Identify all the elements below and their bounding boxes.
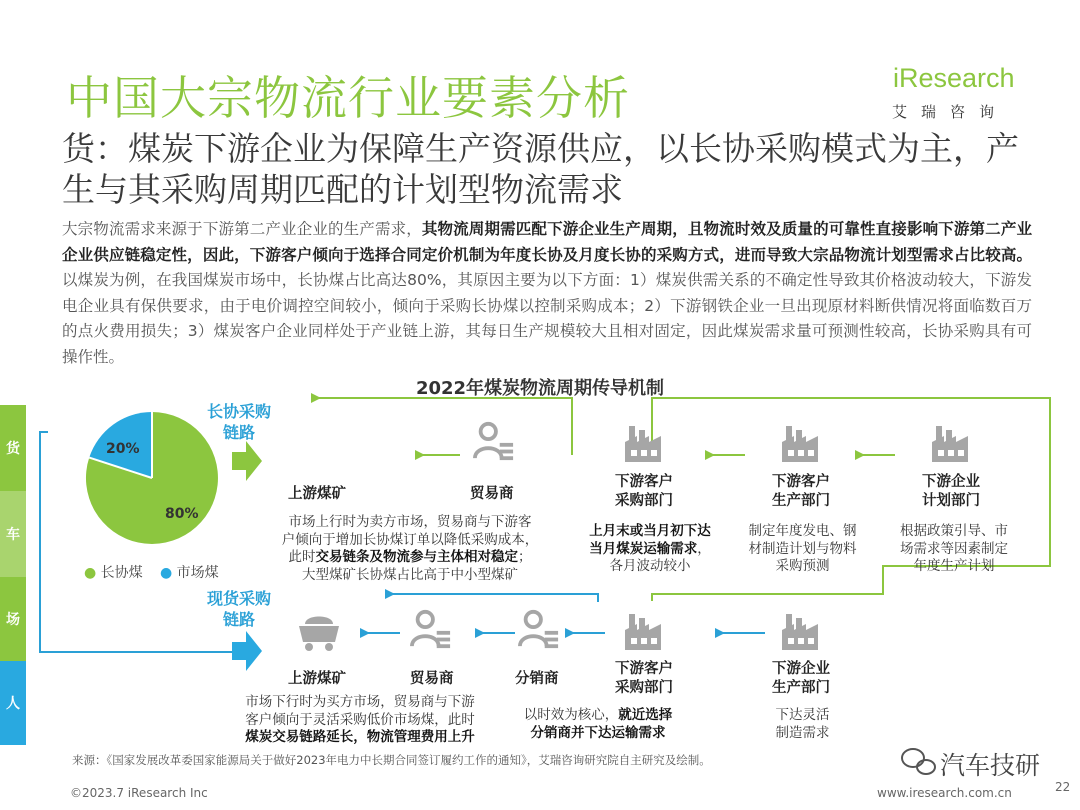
page-subtitle: 货：煤炭下游企业为保障生产资源供应，以长协采购模式为主，产生与其采购周期匹配的计划型物流需求 (62, 129, 1019, 209)
node-spot-upstream-mine: 上游煤矿 (288, 671, 346, 687)
desc-long-term-market-line3-prefix: 此时 (288, 549, 316, 565)
desc-enterprise-planning-line3: 年度生产计划 (913, 558, 995, 574)
pie-legend-market: ● 市场煤 (160, 565, 219, 581)
long-term-chain-label-line1: 长协采购 (207, 402, 272, 421)
desc-spot-distributor-line2 (508, 725, 688, 743)
pie-label-long-term: 80% (165, 506, 199, 522)
desc-spot-distributor-line1-prefix: 以时效为核心， (523, 707, 619, 723)
node-customer-production-line1: 下游客户 (772, 474, 830, 490)
desc-customer-purchase-bold2: 当月煤炭运输需求 (589, 540, 698, 557)
page-number: 22 (1055, 780, 1071, 794)
factory-icon (625, 426, 661, 462)
node-spot-enterprise-production-line2: 生产部门 (772, 680, 830, 696)
desc-spot-market (225, 694, 495, 747)
pie-legend-long-term: ● 长协煤 (84, 565, 143, 581)
node-spot-distributor: 分销商 (515, 671, 559, 687)
desc-spot-distributor-line1 (508, 707, 688, 725)
node-enterprise-planning-line2: 计划部门 (922, 493, 980, 509)
desc-customer-purchase-line1 (575, 523, 725, 541)
pie-label-market: 20% (106, 441, 140, 457)
desc-customer-purchase (575, 523, 725, 576)
website-link[interactable]: www.iresearch.com.cn (877, 786, 1012, 800)
desc-spot-market-line3 (225, 729, 495, 747)
body-text-bold: 其物流周期需匹配下游企业生产周期，且物流时效及质量的可靠性直接影响下游第二产业企业供应链稳定性，因此，下游客户倾向于选择合同定价机制为年度长协及月度长协的采购方式，进而导致大宗品物流计划型需求占比较高。 (62, 220, 1032, 264)
desc-customer-production-line2: 材制造计划与物料 (748, 540, 857, 557)
body-text-part2: 以煤炭为例，在我国煤炭市场中，长协煤占比高达80%，其原因主要为以下方面：1）煤炭供需关系的不确定性导致其价格波动较大，下游发电企业具有保供要求，由于电价调控空间较小，倾向于采购长协煤以控制采购成本；2）下游钢铁企业一旦出现原材料断供情况将面临数百万的点火费用损失；3）煤炭客户企业同样处于产业链上游，其每日生产规模较大且相对固定，因此煤炭需求量可预测性较高，长协采购具有可操作性。 (62, 271, 1032, 366)
iresearch-logo-subtitle: 艾瑞咨询 (892, 103, 1009, 121)
node-spot-trader: 贸易商 (410, 671, 454, 687)
desc-customer-production-line3: 采购预测 (775, 558, 830, 574)
node-spot-customer-purchase-line2: 采购部门 (615, 680, 673, 696)
body-text-part1: 大宗物流需求来源于下游第二产业企业的生产需求， (62, 220, 422, 238)
desc-long-term-market-line2: 户倾向于增加长协煤订单以降低采购成本， (281, 531, 539, 548)
diagram-title: 2022年煤炭物流周期传导机制 (415, 378, 665, 399)
sidebar-tab-site-label: 场 (6, 612, 20, 628)
desc-customer-purchase-bold1: 上月末或当月初下达 (589, 523, 711, 539)
desc-long-term-market (255, 514, 565, 584)
pie-legend-market-label: 市场煤 (176, 565, 219, 581)
desc-spot-distributor-line1-bold: 就近选择 (618, 707, 673, 723)
desc-customer-production (735, 523, 870, 576)
sidebar-tab-vehicle-label: 车 (6, 527, 20, 543)
trader-icon (475, 424, 513, 460)
copyright: ©2023.7 iResearch Inc (70, 786, 208, 800)
spot-chain-label-line1: 现货采购 (207, 589, 272, 608)
desc-spot-production (755, 707, 850, 742)
desc-long-term-market-line3-bold: 交易链条及物流参与主体相对稳定 (315, 549, 518, 565)
spot-chain-label-line2: 链路 (223, 610, 256, 629)
node-spot-customer-purchase (615, 660, 673, 698)
pie-legend-long-term-label: 长协煤 (100, 565, 143, 581)
node-customer-purchase-line2: 采购部门 (615, 493, 673, 509)
desc-enterprise-planning-line1: 根据政策引导、市 (900, 523, 1008, 539)
desc-spot-market-line1: 市场下行时为买方市场，贸易商与下游 (245, 694, 475, 710)
node-enterprise-planning-line1: 下游企业 (922, 474, 980, 490)
sidebar-tab-goods-label: 货 (6, 441, 20, 457)
factory-icon (782, 614, 818, 650)
node-customer-purchase-line1: 下游客户 (615, 474, 673, 490)
node-spot-enterprise-production (772, 660, 830, 698)
page-title: 中国大宗物流行业要素分析 (66, 71, 630, 125)
wechat-icon (902, 749, 935, 774)
desc-spot-distributor (508, 707, 688, 742)
sidebar-tab-people-label: 人 (6, 696, 20, 712)
desc-spot-market-line2: 客户倾向于灵活采购低价市场煤，此时 (245, 711, 475, 728)
factory-icon (782, 426, 818, 462)
node-trader: 贸易商 (470, 486, 514, 502)
node-customer-production (772, 473, 830, 511)
desc-enterprise-planning (884, 523, 1024, 576)
desc-spot-distributor-line2-bold: 分销商并下达运输需求 (530, 724, 666, 741)
desc-long-term-market-line3-suffix: ； (518, 549, 532, 565)
desc-customer-purchase-line2 (575, 541, 725, 559)
long-term-chain-label-line2: 链路 (223, 423, 256, 442)
source-note: 来源：《国家发展改革委国家能源局关于做好2023年电力中长期合同签订履约工作的通知》，艾瑞咨询研究院自主研究及绘制。 (72, 753, 711, 767)
node-enterprise-planning (922, 473, 980, 511)
desc-long-term-market-line4: 大型煤矿长协煤占比高于中小型煤矿 (302, 566, 518, 583)
spot-chain-block-arrow (232, 631, 262, 671)
node-upstream-mine: 上游煤矿 (288, 486, 346, 502)
desc-spot-production-line1: 下达灵活 (775, 707, 830, 723)
pie-chart (86, 412, 218, 544)
desc-customer-purchase-line3: 各月波动较小 (609, 558, 691, 574)
long-term-chain-label (207, 401, 271, 443)
factory-icon (932, 426, 968, 462)
desc-spot-production-line2: 制造需求 (775, 724, 830, 741)
node-customer-purchase (615, 473, 673, 511)
desc-spot-market-line3-bold: 煤炭交易链路延长，物流管理费用上升 (245, 729, 475, 745)
factory-icon (625, 614, 661, 650)
desc-enterprise-planning-line2: 场需求等因素制定 (900, 540, 1008, 557)
node-spot-enterprise-production-line1: 下游企业 (772, 661, 830, 677)
iresearch-logo: iResearch (893, 63, 1015, 93)
coal-cart-icon (299, 617, 339, 652)
desc-customer-production-line1: 制定年度发电、钢 (748, 523, 857, 539)
wechat-account-name: 汽车技研 (940, 751, 1041, 780)
node-customer-production-line2: 生产部门 (772, 493, 830, 509)
desc-long-term-market-line3 (255, 549, 565, 567)
spot-chain-label (207, 588, 271, 630)
node-spot-customer-purchase-line1: 下游客户 (615, 661, 673, 677)
long-term-chain-block-arrow (232, 441, 262, 481)
distributor-icon (520, 612, 558, 648)
trader-icon (412, 612, 450, 648)
desc-long-term-market-line1: 市场上行时为卖方市场，贸易商与下游客 (288, 514, 532, 530)
desc-customer-purchase-comma: ， (697, 540, 711, 557)
